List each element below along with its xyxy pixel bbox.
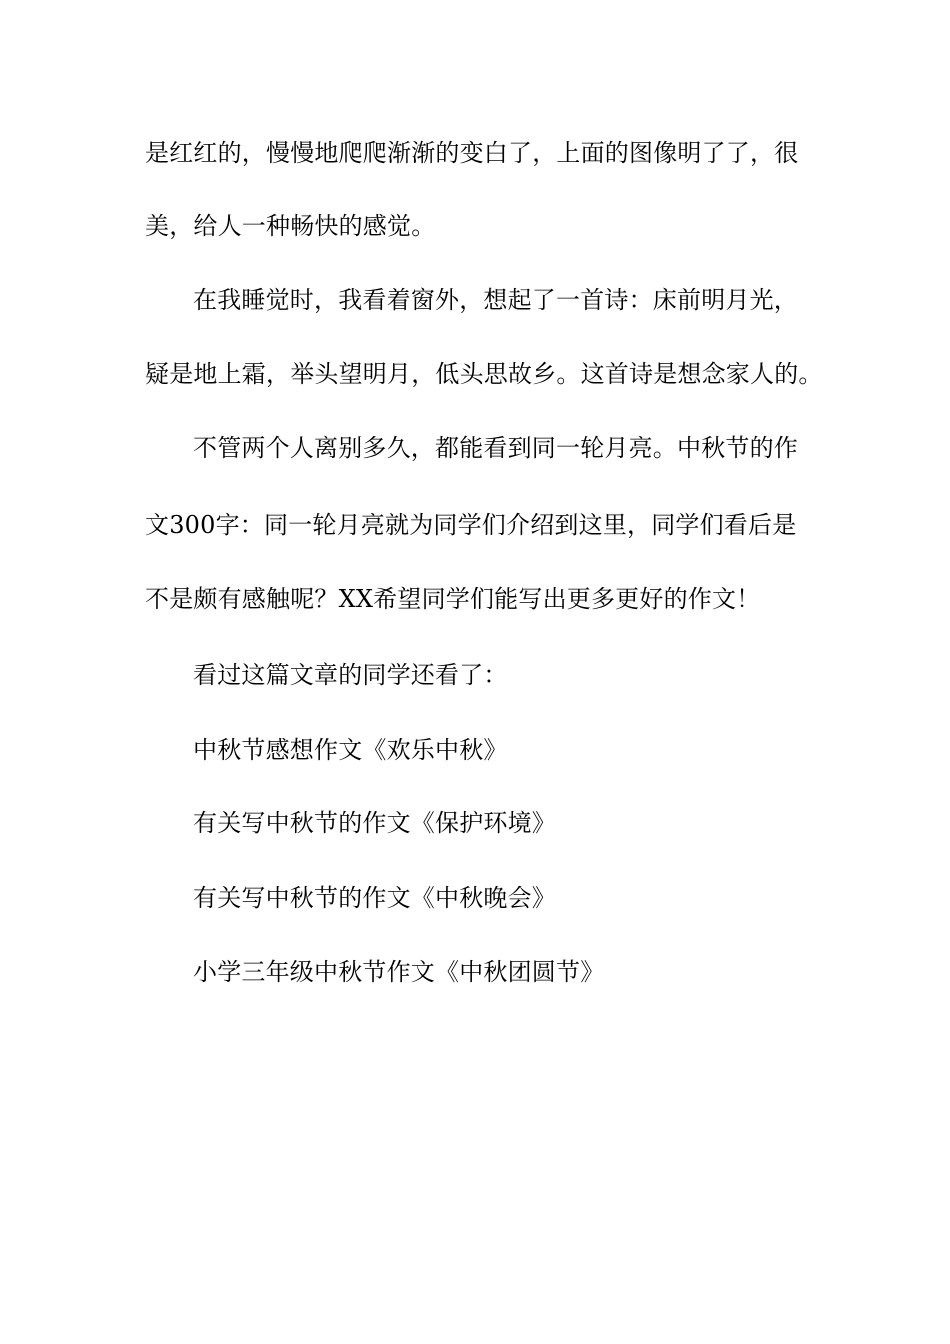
related-article-link[interactable]: 有关写中秋节的作文《中秋晚会》 xyxy=(193,884,556,912)
paragraph-line: 不管两个人离别多久，都能看到同一轮月亮。中秋节的作 xyxy=(193,434,798,462)
paragraph-line: 美，给人一种畅快的感觉。 xyxy=(145,212,436,240)
related-article-link[interactable]: 小学三年级中秋节作文《中秋团圆节》 xyxy=(193,958,605,986)
paragraph-line: 是红红的，慢慢地爬爬渐渐的变白了，上面的图像明了了，很 xyxy=(145,139,799,167)
paragraph-line: 不是颇有感触呢？XX希望同学们能写出更多更好的作文！ xyxy=(145,585,761,613)
paragraph-line: 疑是地上霜，举头望明月，低头思故乡。这首诗是想念家人的。 xyxy=(145,360,823,388)
related-article-link[interactable]: 中秋节感想作文《欢乐中秋》 xyxy=(193,736,508,764)
related-article-link[interactable]: 有关写中秋节的作文《保护环境》 xyxy=(193,809,556,837)
related-heading: 看过这篇文章的同学还看了： xyxy=(193,661,508,689)
paragraph-line: 在我睡觉时，我看着窗外，想起了一首诗：床前明月光， xyxy=(193,286,798,314)
paragraph-line: 文300字：同一轮月亮就为同学们介绍到这里，同学们看后是 xyxy=(145,511,797,539)
